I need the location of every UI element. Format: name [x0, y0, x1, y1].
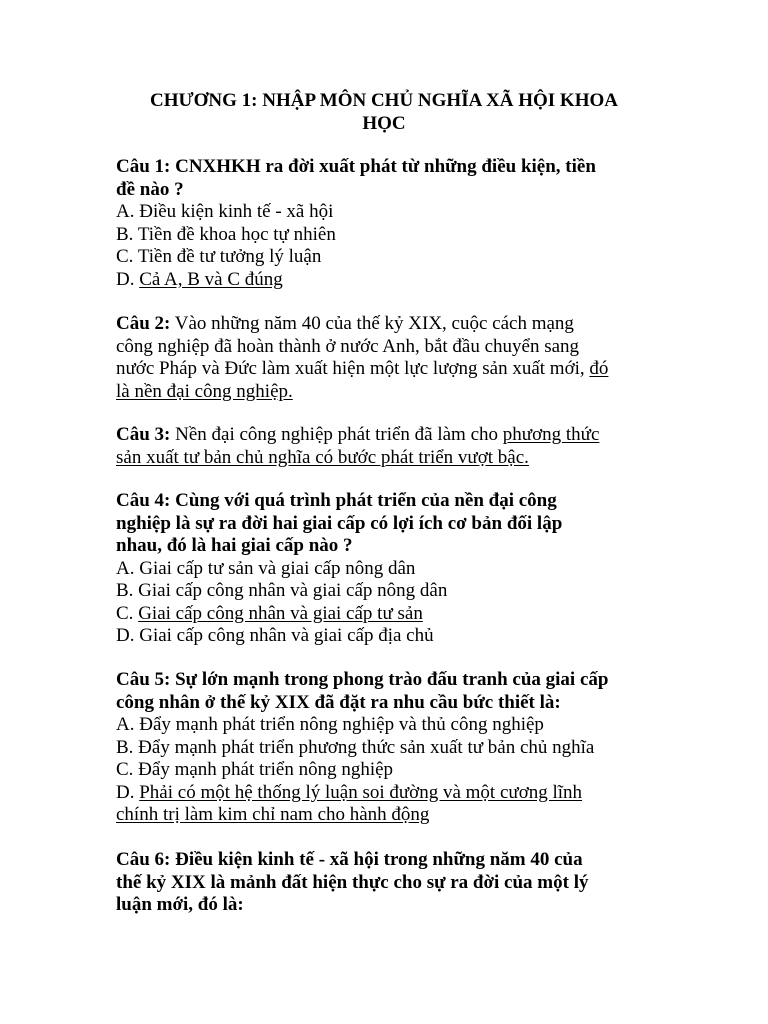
question-4-stem-line-1: Câu 4: Cùng với quá trình phát triển của nền đại công — [116, 490, 557, 511]
question-2-answer-part-1: đó — [589, 358, 609, 379]
question-5 — [116, 669, 661, 827]
question-5-answer-part-2: chính trị làm kim chỉ nam cho hành động — [116, 804, 430, 825]
question-4-stem-line-3: nhau, đó là hai giai cấp nào ? — [116, 535, 353, 556]
question-4 — [116, 490, 661, 648]
question-1-option-b: B. Tiền đề khoa học tự nhiên — [116, 223, 336, 245]
question-2-text-3: nước Pháp và Đức làm xuất hiện một lực lượng sản xuất mới, — [116, 358, 590, 379]
question-4-option-c-prefix: C. — [116, 602, 139, 624]
question-2-line-1 — [116, 313, 661, 336]
question-6-stem-line-1: Câu 6: Điều kiện kinh tế - xã hội trong những năm 40 của — [116, 849, 583, 870]
question-2-answer-part-2: là nền đại công nghiệp. — [116, 380, 293, 402]
question-5-stem-line-1: Câu 5: Sự lớn mạnh trong phong trào đấu tranh của giai cấp — [116, 669, 609, 690]
question-5-answer-part-1: Phải có một hệ thống lý luận soi đường và một cương lĩnh — [139, 781, 583, 803]
question-5-option-c: C. Đẩy mạnh phát triển nông nghiệp — [116, 759, 394, 780]
question-4-stem-line-2: nghiệp là sự ra đời hai giai cấp có lợi ích cơ bản đối lập — [116, 512, 563, 534]
question-3-answer-part-1: phương thức — [502, 424, 600, 445]
question-5-option-d — [116, 782, 661, 805]
question-3-text-1: Nền đại công nghiệp phát triển đã làm cho — [170, 424, 503, 445]
question-4-option-d: D. Giai cấp công nhân và giai cấp địa chủ — [116, 625, 434, 646]
question-3-label: Câu 3: — [116, 424, 171, 445]
question-2-text-1: Vào những năm 40 của thế kỷ XIX, cuộc cách mạng — [170, 313, 574, 334]
question-1-option-d-prefix: D. — [116, 268, 140, 290]
question-1-option-d — [116, 269, 661, 292]
question-5-stem-line-2: công nhân ở thế kỷ XIX đã đặt ra nhu cầu bức thiết là: — [116, 691, 561, 713]
question-4-option-c — [116, 603, 661, 626]
question-1-stem-line-2: đề nào ? — [116, 178, 184, 200]
question-2-line-3 — [116, 358, 661, 381]
question-1-answer: Cả A, B và C đúng — [139, 268, 283, 290]
question-3-line-1 — [116, 424, 661, 447]
question-5-option-a: A. Đẩy mạnh phát triển nông nghiệp và thủ công nghiệp — [116, 714, 544, 735]
question-5-option-b: B. Đẩy mạnh phát triển phương thức sản xuất tư bản chủ nghĩa — [116, 736, 595, 758]
chapter-title — [110, 90, 658, 135]
question-6-stem-line-2: thế kỷ XIX là mảnh đất hiện thực cho sự ra đời của một lý — [116, 871, 589, 893]
question-1-option-c: C. Tiền đề tư tưởng lý luận — [116, 246, 322, 267]
question-1 — [116, 156, 661, 291]
title-line-2: HỌC — [362, 112, 406, 134]
question-6 — [116, 849, 661, 917]
question-2-line-2: công nghiệp đã hoàn thành ở nước Anh, bắt đầu chuyển sang — [116, 335, 580, 357]
question-5-option-d-prefix: D. — [116, 781, 140, 803]
question-4-option-b: B. Giai cấp công nhân và giai cấp nông dân — [116, 580, 448, 601]
question-1-option-a: A. Điều kiện kinh tế - xã hội — [116, 201, 334, 222]
question-4-option-a: A. Giai cấp tư sản và giai cấp nông dân — [116, 557, 416, 579]
question-2 — [116, 313, 661, 403]
question-1-stem-line-1: Câu 1: CNXHKH ra đời xuất phát từ những điều kiện, tiền — [116, 156, 596, 177]
question-6-stem-line-3: luận mới, đó là: — [116, 894, 244, 915]
question-3-answer-part-2: sản xuất tư bản chủ nghĩa có bước phát triển vượt bậc. — [116, 446, 529, 468]
title-line-1: CHƯƠNG 1: NHẬP MÔN CHỦ NGHĨA XÃ HỘI KHOA — [150, 90, 618, 111]
question-4-answer: Giai cấp công nhân và giai cấp tư sản — [138, 602, 423, 624]
question-3 — [116, 424, 661, 469]
question-2-label: Câu 2: — [116, 313, 171, 334]
